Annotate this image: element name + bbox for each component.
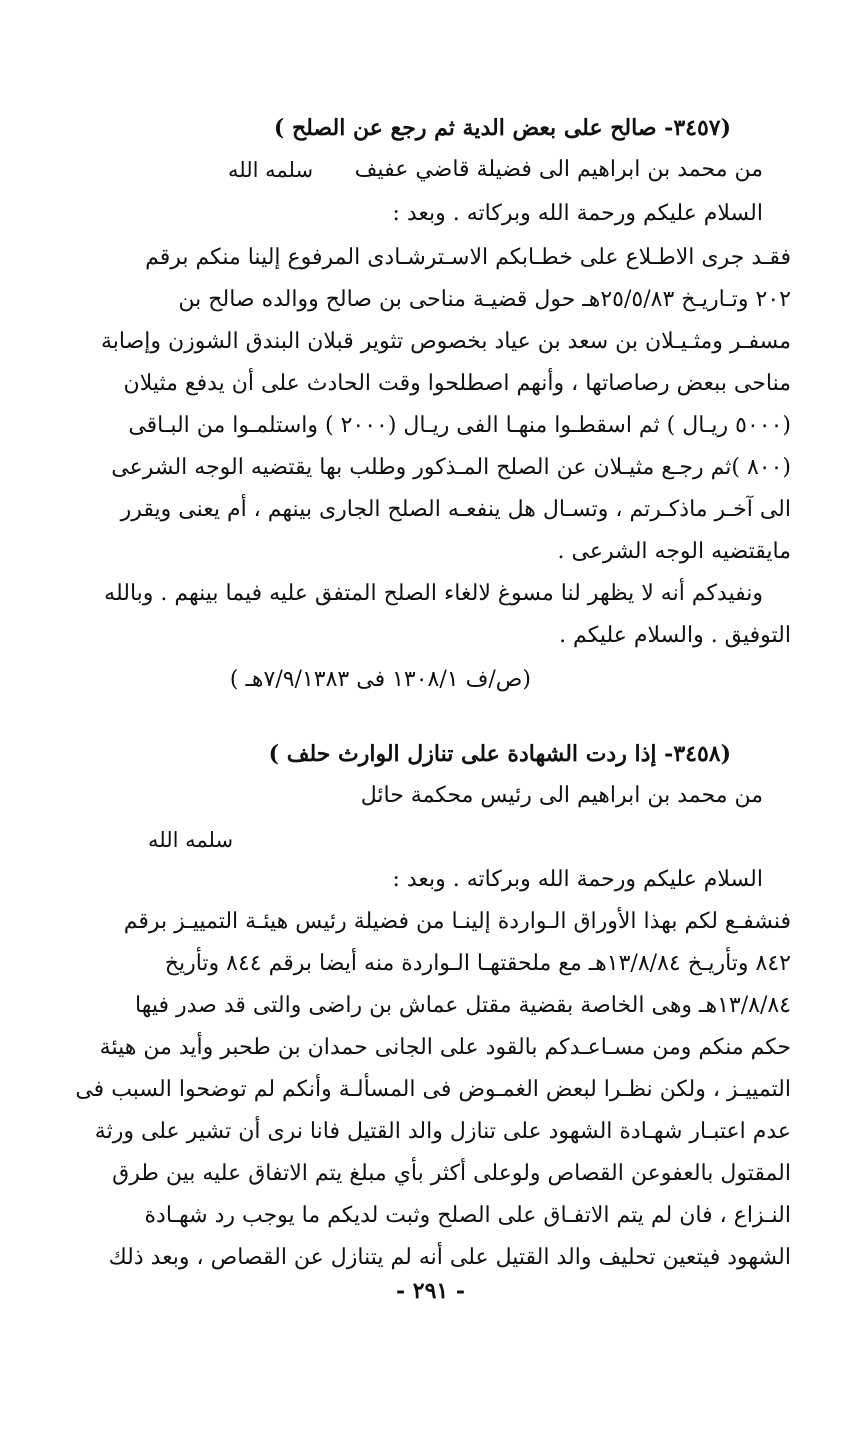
body-line: التوفيق . والسلام عليكم .: [559, 623, 791, 648]
body-line: حكم منكم ومن مسـاعـدكم بالقود على الجانى حمدان بن طحبر وأيد من هيئة: [99, 1035, 791, 1060]
body-line: الى آخـر ماذكـرتم ، وتسـال هل ينفعـه الصلح الجارى بينهم ، أم يعنى ويقرر: [120, 497, 791, 522]
page-number: - ٢٩١ -: [395, 1278, 466, 1304]
section-heading: (٣٤٥٧- صالح على بعض الدية ثم رجع عن الصلح ): [273, 115, 731, 141]
body-line: مناحى ببعض رصاصاتها ، وأنهم اصطلحوا وقت الحادث على أن يدفع مثيلان: [123, 371, 791, 396]
body-line: (٥٠٠٠ ريـال ) ثم اسقطـوا منهـا الفى ريـال (٢٠٠٠ ) واستلمـوا من البـاقى: [128, 413, 791, 438]
letter-addressee: من محمد بن ابراهيم الى فضيلة قاضي عفيف: [354, 157, 763, 182]
letter-addressee: من محمد بن ابراهيم الى رئيس محكمة حائل: [360, 783, 763, 808]
body-line: التمييـز ، ولكن نظـرا لبعض الغمـوض فى المسألـة وأنكم لم توضحوا السبب فى: [75, 1077, 791, 1102]
section-heading: (٣٤٥٨- إذا ردت الشهادة على تنازل الوارث حلف ): [268, 741, 731, 767]
body-line: مايقتضيه الوجه الشرعى .: [557, 539, 791, 564]
body-line: مسفـر ومثـيـلان بن سعد بن عياد بخصوص تثوير قبلان البندق الشوزن وإصابة: [100, 329, 791, 354]
body-line: المقتول بالعفوعن القصاص ولوعلى أكثر بأي مبلغ يتم الاتفاق عليه بين طرق: [112, 1161, 791, 1186]
body-line: (٨٠٠ )ثم رجـع مثيـلان عن الصلح المـذكور وطلب بها يقتضيه الوجه الشرعى: [111, 455, 791, 480]
body-line: ٢٠٢ وتـاريـخ ٢٥/٥/٨٣هـ حول قضيـة مناحى بن صالح ووالده صالح بن: [178, 287, 791, 312]
salutation-tag: سلمه الله: [228, 158, 314, 182]
body-line: ١٣/٨/٨٤هـ وهى الخاصة بقضية مقتل عماش بن راضى والتى قد صدر فيها: [135, 993, 791, 1018]
salutation-tag: سلمه الله: [148, 828, 234, 852]
body-line: ونفيدكم أنه لا يظهر لنا مسوغ لالغاء الصلح المتفق عليه فيما بينهم . وبالله: [104, 581, 763, 606]
body-line: ٨٤٢ وتأريـخ ١٣/٨/٨٤هـ مع ملحقتهـا الـواردة منه أيضا برقم ٨٤٤ وتأريخ: [164, 951, 791, 976]
letter-greeting: السلام عليكم ورحمة الله وبركاته . وبعد :: [392, 201, 763, 226]
letter-greeting: السلام عليكم ورحمة الله وبركاته . وبعد :: [392, 867, 763, 892]
body-line: فقـد جرى الاطـلاع على خطـابكم الاسـترشـادى المرفوع إلينا منكم برقم: [145, 245, 791, 270]
body-line: النـزاع ، فان لم يتم الاتفـاق على الصلح وثبت لديكم ما يوجب رد شهـادة: [144, 1203, 791, 1228]
body-line: فنشفـع لكم بهذا الأوراق الـواردة إلينـا من فضيلة رئيس هيئـة التمييـز برقم: [123, 909, 791, 934]
body-line: عدم اعتبـار شهـادة الشهود على تنازل والد القتيل فانا نرى أن تشير على ورثة: [94, 1119, 791, 1144]
reference-citation: (ص/ف ١٣٠٨/١ فى ٧/٩/١٣٨٣هـ ): [229, 667, 531, 692]
body-line: الشهود فيتعين تحليف والد القتيل على أنه لم يتنازل عن القصاص ، وبعد ذلك: [108, 1245, 791, 1270]
